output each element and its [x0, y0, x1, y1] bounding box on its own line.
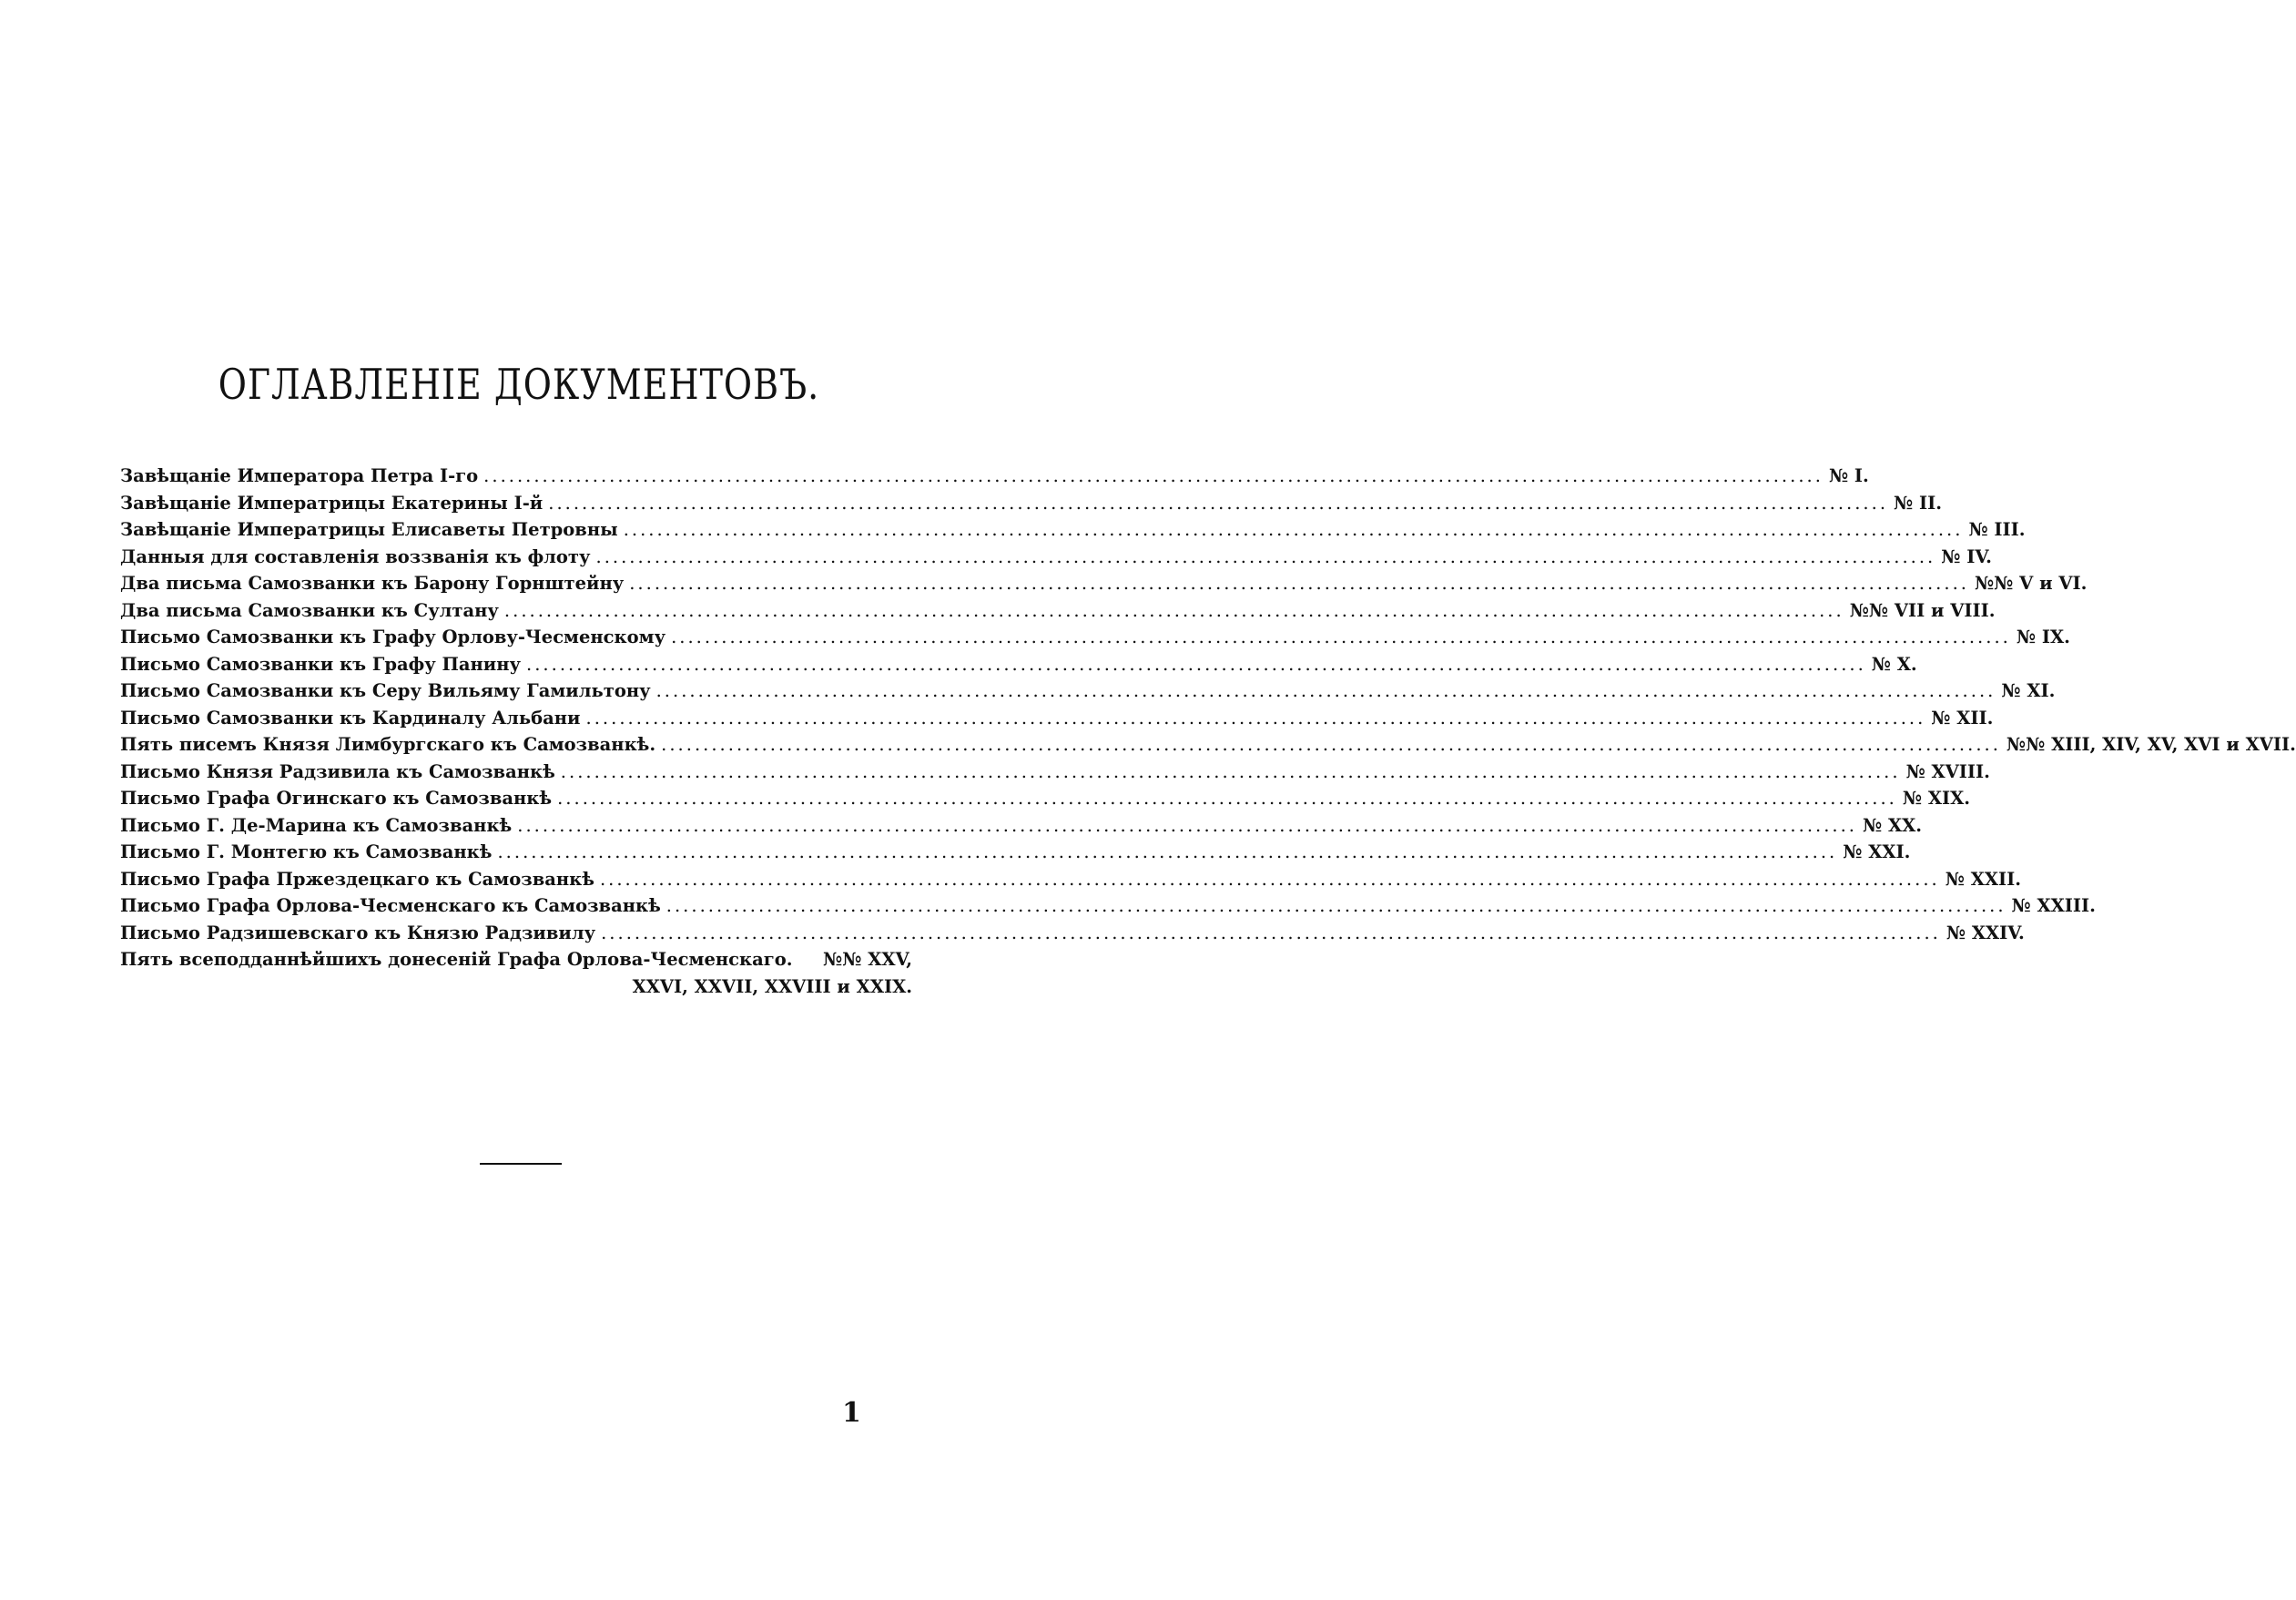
toc-entry	[120, 597, 1996, 625]
toc-entry	[120, 892, 2096, 920]
entry-number: № XXIII.	[2011, 895, 2096, 916]
entry-number: № II.	[1894, 492, 1943, 514]
entry-number: № X.	[1871, 653, 1917, 675]
table-of-contents	[120, 463, 2296, 1000]
entry-number: № IX.	[2016, 627, 2070, 647]
entry-title: Завѣщаніе Императрицы Екатерины I-й	[120, 492, 544, 514]
entry-number: №№ XIII, XIV, XV, XVI и XVII.	[2006, 734, 2296, 755]
dot-leader	[666, 892, 2006, 920]
dot-leader	[661, 731, 2001, 759]
entry-number: № XI.	[2001, 680, 2056, 701]
dot-leader	[586, 705, 1926, 732]
toc-entry	[120, 463, 1869, 490]
dot-leader	[504, 597, 1844, 625]
entry-number: №№ V и VI.	[1974, 573, 2088, 594]
entry-number: № XXII.	[1945, 868, 2021, 890]
toc-entry-last	[120, 946, 912, 973]
toc-entry	[120, 651, 1917, 678]
entry-title: Письмо Графа Пржездецкаго къ Самозванкѣ	[120, 868, 594, 890]
toc-entry	[120, 866, 2021, 893]
toc-entry	[120, 812, 1923, 840]
toc-entry	[120, 731, 2296, 759]
dot-leader	[526, 651, 1866, 678]
entry-title: Письмо Самозванки къ Серу Вильяму Гамильтону	[120, 680, 651, 701]
entry-title: Письмо Г. Монтегю къ Самозванкѣ	[120, 841, 493, 862]
entry-number: № XX.	[1863, 814, 1923, 836]
divider-rule	[480, 1163, 562, 1165]
dot-leader	[600, 866, 1940, 893]
toc-entry-continuation	[120, 973, 912, 1001]
entry-number: №№ VII и VIII.	[1849, 599, 1996, 621]
dot-leader	[629, 570, 1969, 597]
entry-title: Завѣщаніе Императрицы Елисаветы Петровны	[120, 519, 618, 540]
entry-number: № XII.	[1931, 707, 1994, 729]
toc-entry	[120, 570, 2088, 597]
entry-number-continued: XXVI, XXVII, XXVIII и XXIX.	[632, 975, 912, 997]
entry-title: Два письма Самозванки къ Барону Горнштейну	[120, 573, 625, 594]
entry-title: Пять всеподданнѣйшихъ донесеній Графа Орлова-Чесменскаго.	[120, 949, 793, 970]
dot-leader	[624, 516, 1964, 544]
toc-entry	[120, 920, 2025, 947]
dot-leader	[561, 759, 1901, 786]
entry-title: Письмо Самозванки къ Графу Панину	[120, 653, 522, 675]
dot-leader	[517, 812, 1857, 840]
toc-entry	[120, 544, 1992, 571]
toc-entry	[120, 624, 2070, 651]
entry-number: № XXIV.	[1946, 922, 2025, 943]
entry-number: № III.	[1968, 519, 2026, 540]
page-title: ОГЛАВЛЕНІЕ ДОКУМЕНТОВЪ.	[218, 361, 820, 409]
entry-number: № I.	[1828, 465, 1869, 486]
entry-title: Письмо Самозванки къ Кардиналу Альбани	[120, 707, 581, 729]
toc-entry	[120, 705, 1994, 732]
dot-leader	[601, 920, 1941, 947]
entry-title: Письмо Г. Де-Марина къ Самозванкѣ	[120, 814, 513, 836]
entry-title: Завѣщаніе Императора Петра I-го	[120, 465, 479, 486]
page-number: 1	[842, 1397, 861, 1429]
entry-title: Письмо Князя Радзивила къ Самозванкѣ	[120, 760, 555, 782]
toc-entry	[120, 785, 1971, 812]
dot-leader	[656, 678, 1996, 705]
dot-leader	[548, 490, 1888, 517]
entry-title: Пять писемъ Князя Лимбургскаго къ Самозванкѣ.	[120, 734, 656, 755]
dot-leader	[483, 463, 1824, 490]
toc-entry	[120, 839, 1911, 866]
entry-title: Два письма Самозванки къ Султану	[120, 599, 499, 621]
dot-leader	[596, 544, 1936, 571]
toc-entry	[120, 759, 1990, 786]
entry-number: № XVIII.	[1905, 760, 1990, 782]
entry-number: № XXI.	[1843, 841, 1911, 862]
entry-number: №№ XXV,	[823, 949, 912, 970]
dot-leader	[557, 785, 1897, 812]
dot-leader	[671, 624, 2011, 651]
dot-leader	[497, 839, 1837, 866]
entry-number: № XIX.	[1902, 788, 1971, 809]
entry-title: Письмо Графа Огинскаго къ Самозванкѣ	[120, 788, 553, 809]
entry-title: Письмо Радзишевскаго къ Князю Радзивилу	[120, 922, 596, 943]
toc-entry	[120, 490, 1943, 517]
toc-entry	[120, 678, 2056, 705]
entry-title: Письмо Самозванки къ Графу Орлову-Чесменскому	[120, 627, 666, 647]
entry-title: Письмо Графа Орлова-Чесменскаго къ Самозванкѣ	[120, 895, 661, 916]
entry-number: № IV.	[1941, 545, 1992, 567]
toc-entry	[120, 516, 2026, 544]
entry-title: Данныя для составленія воззванія къ флоту	[120, 545, 591, 567]
